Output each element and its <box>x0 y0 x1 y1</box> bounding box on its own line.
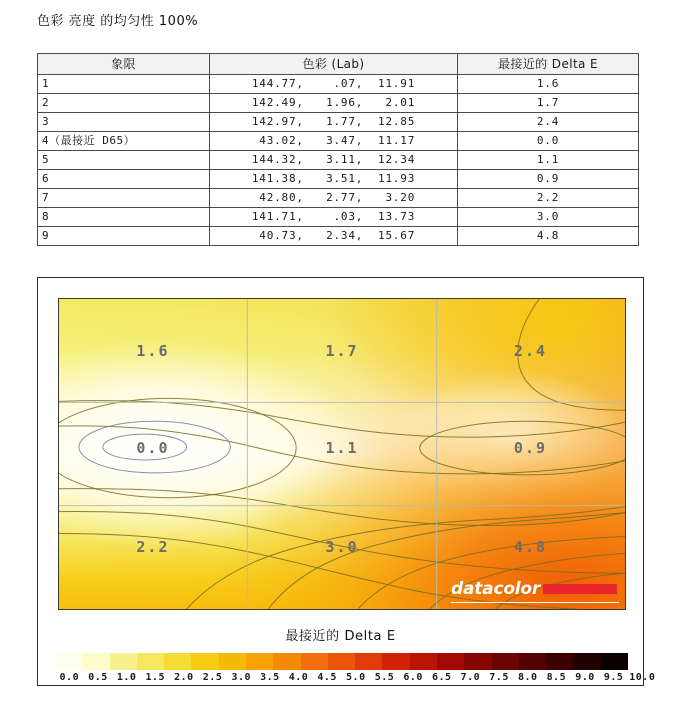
colorbar-tick-label: 10.0 <box>629 672 656 683</box>
colorbar-swatch <box>464 653 491 670</box>
cell-delta-e: 2.2 <box>458 189 639 208</box>
colorbar-swatch <box>219 653 246 670</box>
colorbar-tick-label: 2.0 <box>174 672 194 683</box>
colorbar-swatch <box>82 653 109 670</box>
datacolor-logo <box>451 577 619 605</box>
quadrant-label-7: 2.2 <box>136 538 170 556</box>
uniformity-table <box>37 53 639 246</box>
colorbar-tick-label: 9.5 <box>603 672 624 683</box>
table-row <box>38 132 639 151</box>
colorbar-tick-label: 0.0 <box>59 672 80 683</box>
colorbar-swatch <box>328 653 355 670</box>
colorbar-swatch <box>301 653 328 670</box>
cell-lab: 40.73, 2.34, 15.67 <box>210 227 458 246</box>
colorbar-tick-label: 2.5 <box>202 672 223 683</box>
contour-svg <box>59 299 625 609</box>
quadrant-label-9: 4.8 <box>513 538 548 556</box>
cell-lab: 142.49, 1.96, 2.01 <box>210 94 458 113</box>
cell-quadrant: 3 <box>38 113 210 132</box>
datacolor-wordmark: datacolor <box>451 579 541 599</box>
colorbar-swatch <box>137 653 164 670</box>
colorbar-tick-label: 0.5 <box>88 672 108 683</box>
colorbar-swatch <box>382 653 409 670</box>
cell-delta-e: 4.8 <box>458 227 639 246</box>
table-row <box>38 227 639 246</box>
page-title: 色彩 亮度 的均匀性 100% <box>37 14 199 29</box>
quadrant-label-2: 1.7 <box>325 341 359 360</box>
colorbar-tick-label: 3.5 <box>260 672 280 683</box>
quadrant-label-8: 3.0 <box>325 538 359 556</box>
colorbar <box>55 653 628 670</box>
colorbar-swatch <box>110 653 137 670</box>
cell-quadrant: 4（最接近 D65） <box>38 132 210 151</box>
colorbar-swatch <box>437 653 464 670</box>
table-row <box>38 75 639 94</box>
cell-quadrant: 2 <box>38 94 210 113</box>
colorbar-tick-label: 8.0 <box>517 672 538 683</box>
cell-delta-e: 1.6 <box>458 75 639 94</box>
colorbar-swatches <box>55 653 628 670</box>
quadrant-label-4: 0.0 <box>136 438 170 457</box>
colorbar-tick-label: 5.5 <box>374 672 395 683</box>
colorbar-swatch <box>492 653 519 670</box>
table-row <box>38 113 639 132</box>
cell-delta-e: 3.0 <box>458 208 639 227</box>
cell-lab: 141.71, .03, 13.73 <box>210 208 458 227</box>
cell-lab: 43.02, 3.47, 11.17 <box>210 132 458 151</box>
table-row <box>38 94 639 113</box>
cell-delta-e: 1.1 <box>458 151 639 170</box>
cell-delta-e: 0.9 <box>458 170 639 189</box>
colorbar-swatch <box>164 653 191 670</box>
colorbar-swatch <box>573 653 600 670</box>
colorbar-tick-label: 7.5 <box>489 672 509 683</box>
cell-lab: 141.38, 3.51, 11.93 <box>210 170 458 189</box>
colorbar-tick-label: 9.0 <box>575 672 595 683</box>
colorbar-tick-label: 4.5 <box>317 672 337 683</box>
colorbar-swatch <box>191 653 218 670</box>
colorbar-tick-labels <box>38 672 656 686</box>
quadrant-label-6: 0.9 <box>513 438 548 457</box>
cell-quadrant: 8 <box>38 208 210 227</box>
cell-quadrant: 6 <box>38 170 210 189</box>
table-row <box>38 208 639 227</box>
delta-e-contour-plot <box>58 298 626 610</box>
cell-quadrant: 9 <box>38 227 210 246</box>
table-row <box>38 170 639 189</box>
colorbar-swatch <box>410 653 437 670</box>
colorbar-swatch <box>601 653 628 670</box>
uniformity-chart-panel <box>37 277 656 686</box>
cell-delta-e: 2.4 <box>458 113 639 132</box>
quadrant-label-5: 1.1 <box>325 438 359 457</box>
cell-quadrant: 1 <box>38 75 210 94</box>
colorbar-swatch <box>273 653 300 670</box>
colorbar-tick-label: 7.0 <box>460 672 481 683</box>
cell-delta-e: 0.0 <box>458 132 639 151</box>
column-header-quadrant: 象限 <box>38 54 210 75</box>
table-row <box>38 189 639 208</box>
colorbar-tick-label: 5.0 <box>346 672 366 683</box>
cell-delta-e: 1.7 <box>458 94 639 113</box>
quadrant-label-3: 2.4 <box>513 341 548 360</box>
cell-quadrant: 5 <box>38 151 210 170</box>
datacolor-underline <box>451 602 619 603</box>
colorbar-tick-label: 1.0 <box>116 672 137 683</box>
colorbar-swatch <box>55 653 82 670</box>
colorbar-tick-label: 8.5 <box>546 672 567 683</box>
colorbar-title: 最接近的 Delta E <box>285 629 396 644</box>
table-row <box>38 151 639 170</box>
cell-lab: 42.80, 2.77, 3.20 <box>210 189 458 208</box>
colorbar-tick-label: 6.0 <box>403 672 423 683</box>
cell-lab: 144.77, .07, 11.91 <box>210 75 458 94</box>
colorbar-swatch <box>546 653 573 670</box>
quadrant-label-1: 1.6 <box>136 341 170 360</box>
cell-quadrant: 7 <box>38 189 210 208</box>
datacolor-accent-bar <box>543 584 617 594</box>
colorbar-tick-label: 4.0 <box>288 672 309 683</box>
table-header-row <box>38 54 639 75</box>
column-header-lab: 色彩 (Lab) <box>210 54 458 75</box>
colorbar-swatch <box>355 653 382 670</box>
colorbar-tick-label: 6.5 <box>431 672 452 683</box>
cell-lab: 144.32, 3.11, 12.34 <box>210 151 458 170</box>
colorbar-swatch <box>246 653 273 670</box>
colorbar-tick-label: 1.5 <box>145 672 166 683</box>
column-header-delta-e: 最接近的 Delta E <box>458 54 639 75</box>
colorbar-swatch <box>519 653 546 670</box>
cell-lab: 142.97, 1.77, 12.85 <box>210 113 458 132</box>
colorbar-tick-label: 3.0 <box>231 672 251 683</box>
